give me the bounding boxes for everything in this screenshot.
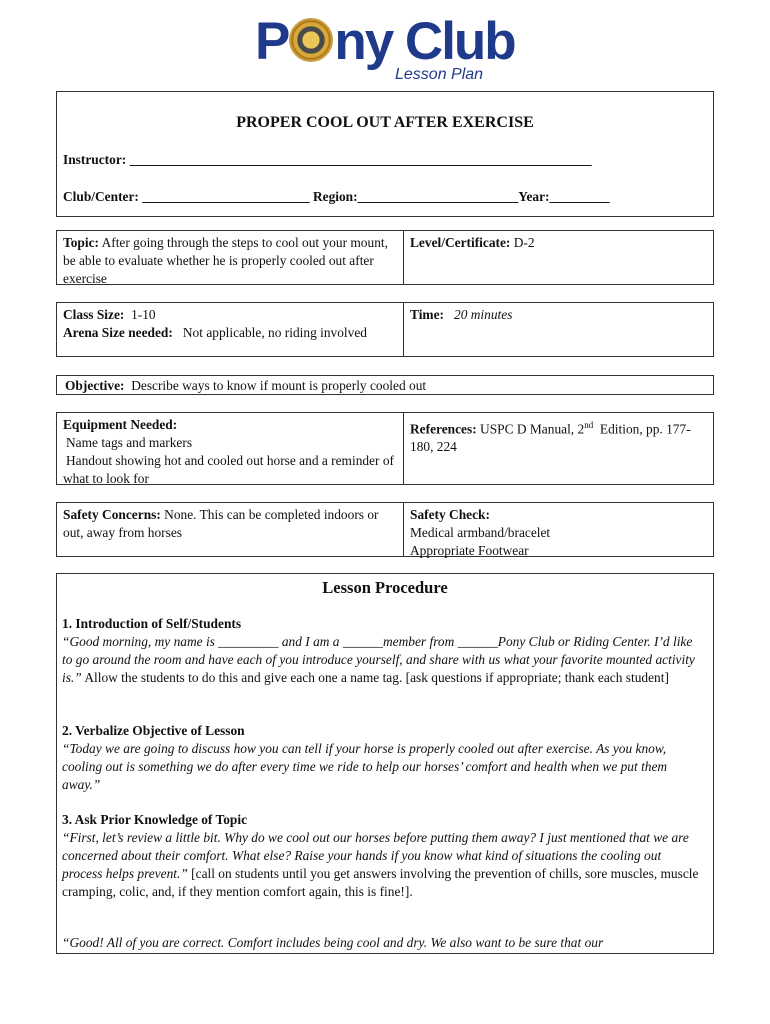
- section-prior-knowledge: 3. Ask Prior Knowledge of Topic “First, let’s review a little bit. Why do we cool out our horses before putting them away? I just mentioned that we are concerned about their comfort. What else? Raise your hands if you know what kind of situations the cooling out process helps prevent.” [call on students until you get answers involving the prevention of chills, sore muscles, muscle cramping, colic, and, if they mention comfort again, this is fine!].: [62, 812, 699, 899]
- references-cell: References: USPC D Manual, 2nd Edition, pp. 177-180, 224: [410, 420, 691, 455]
- lesson-procedure-box: [56, 573, 714, 954]
- topic-cell: Topic: After going through the steps to cool out your mount, be able to evaluate whether he is properly cooled out after exercise: [63, 235, 388, 286]
- equipment-item: Name tags and markers: [66, 435, 193, 450]
- class-size-cell: Class Size: 1-10 Arena Size needed: Not applicable, no riding involved: [63, 307, 367, 340]
- logo-subtitle: Lesson Plan: [395, 66, 484, 83]
- header-box: [56, 91, 714, 217]
- instructor-line: Instructor: _____________________________________________________________________: [63, 152, 592, 167]
- topic-level-box: [56, 230, 714, 285]
- equipment-item: Handout showing hot and cooled out horse and a reminder of what to look for: [63, 453, 394, 486]
- equipment-cell: Equipment Needed: Name tags and markers Handout showing hot and cooled out horse and a reminder of what to look for: [63, 417, 394, 486]
- objective-box: [56, 375, 714, 395]
- level-cell: Level/Certificate: D-2: [410, 235, 535, 250]
- club-region-year-line: Club/Center: _________________________ Region:________________________Year:_________: [63, 189, 610, 204]
- objective-cell: Objective: Describe ways to know if mount is properly cooled out: [65, 378, 427, 393]
- lesson-procedure-title: Lesson Procedure: [322, 578, 448, 597]
- equipment-references-box: [56, 412, 714, 485]
- class-time-box: [56, 302, 714, 357]
- safety-concerns-cell: Safety Concerns: None. This can be completed indoors or out, away from horses: [63, 507, 379, 540]
- safety-check-cell: Safety Check: Medical armband/bracelet Appropriate Footwear: [410, 507, 551, 558]
- page-title: PROPER COOL OUT AFTER EXERCISE: [236, 114, 534, 131]
- logo-wordmark: P ny Club: [255, 12, 515, 71]
- time-cell: Time: 20 minutes: [410, 307, 513, 322]
- safety-box: [56, 502, 714, 557]
- section-objective: 2. Verbalize Objective of Lesson “Today we are going to discuss how you can tell if your horse is properly cooled out after exercise. As you know, cooling out is something we do after every time we ride to help our horses’ comfort and health when we put them away.”: [62, 723, 668, 792]
- section-introduction: 1. Introduction of Self/Students “Good morning, my name is _________ and I am a ______member from ______Pony Club or Riding Center. I’d like to go around the room and have each of you introduce yourself, and share with us what your favorite mounted activity is.” Allow the students to do this and give each one a name tag. [ask questions if appropriate; thank each student]: [62, 616, 695, 685]
- pony-club-seal-icon: [289, 18, 333, 62]
- section-good-response: “Good! All of you are correct. Comfort includes being cool and dry. We also want to be sure that our: [62, 935, 604, 950]
- pony-club-logo: [255, 8, 535, 88]
